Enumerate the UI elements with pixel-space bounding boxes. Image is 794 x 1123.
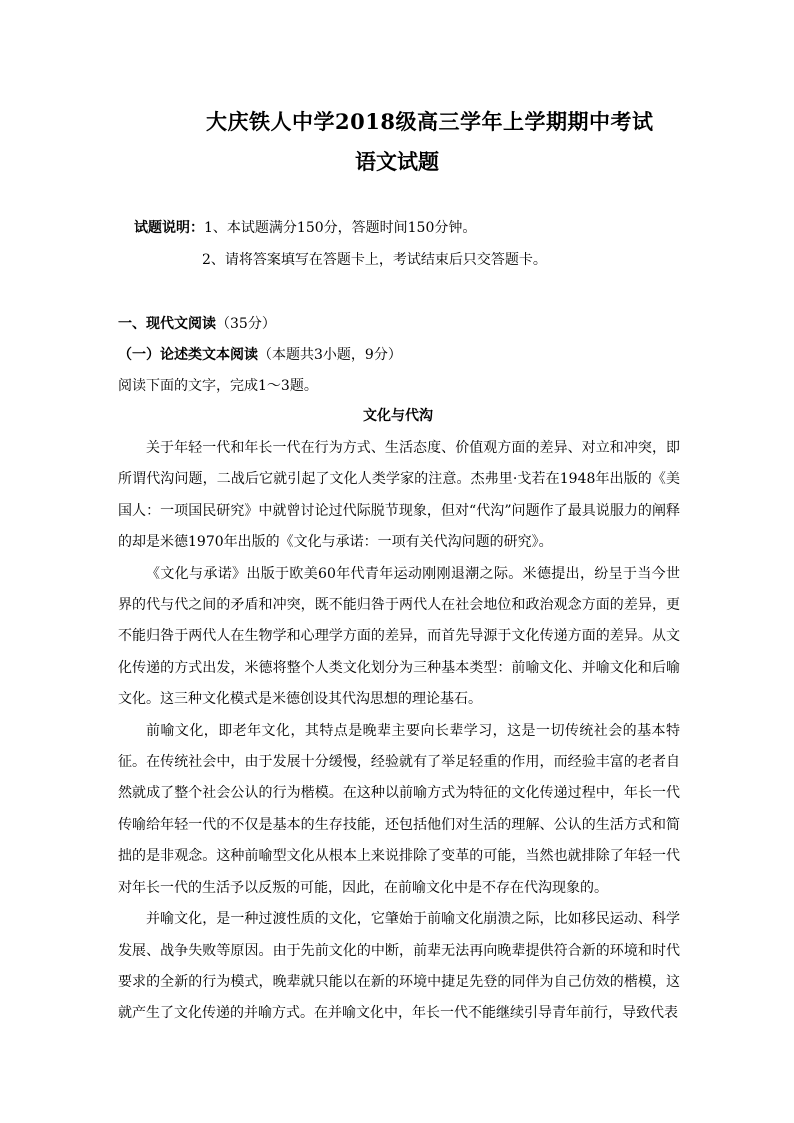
section-title: 一、现代文阅读 — [118, 316, 216, 332]
exam-subtitle: 语文试题 — [355, 149, 439, 174]
note-label: 试题说明： — [134, 220, 204, 236]
subsection-detail: （本题共3小题，9分） — [258, 347, 402, 363]
reading-instruction: 阅读下面的文字，完成1～3题。 — [118, 378, 318, 394]
note-item-1: 1、本试题满分150分，答题时间150分钟。 — [204, 220, 477, 236]
article-paragraph: 并喻文化，是一种过渡性质的文化，它肇始于前喻文化崩溃之际，比如移民运动、科学发展、战争失败等原因。由于先前文化的中断，前辈无法再向晚辈提供符合新的环境和时代要求的全新的行为模式，晚辈就只能以在新的环境中捷足先登的同伴为自己仿效的楷模，这就产生了文化传递的并喻方式。在并喻文化中，年长一代不能继续引导青年前行，导致代表 — [118, 911, 680, 1022]
article-paragraph: 关于年轻一代和年长一代在行为方式、生活态度、价值观方面的差异、对立和冲突，即所谓代沟问题，二战后它就引起了文化人类学家的注意。杰弗里·戈若在1948年出版的《美国人：一项国民研究》中就曾讨论过代际脱节现象，但对“代沟”问题作了最具说服力的阐释的却是米德1970年出版的《文化与承诺：一项有关代沟问题的研究》。 — [118, 440, 680, 551]
article-paragraph: 《文化与承诺》出版于欧美60年代青年运动刚刚退潮之际。米德提出，纷呈于当今世界的代与代之间的矛盾和冲突，既不能归咎于两代人在社会地位和政治观念方面的差异，更不能归咎于两代人在生物学和心理学方面的差异，而首先导源于文化传递方面的差异。从文化传递的方式出发，米德将整个人类文化划分为三种基本类型：前喻文化、并喻文化和后喻文化。这三种文化模式是米德创设其代沟思想的理论基石。 — [118, 565, 680, 708]
subsection-title: （一）论述类文本阅读 — [118, 347, 258, 363]
exam-title: 大庆铁人中学2018级高三学年上学期期中考试 — [206, 109, 654, 134]
article-body — [118, 433, 680, 1030]
article-title: 文化与代沟 — [363, 408, 433, 424]
subsection-heading — [118, 344, 402, 364]
note-item-2: 2、请将答案填写在答题卡上，考试结束后只交答题卡。 — [202, 252, 547, 268]
article-paragraph: 前喻文化，即老年文化，其特点是晚辈主要向长辈学习，这是一切传统社会的基本特征。在传统社会中，由于发展十分缓慢，经验就有了举足轻重的作用，而经验丰富的老者自然就成了整个社会公认的行为楷模。在这种以前喻方式为特征的文化传递过程中，年长一代传喻给年轻一代的不仅是基本的生存技能，还包括他们对生活的理解、公认的生活方式和简拙的是非观念。这种前喻型文化从根本上来说排除了变革的可能，当然也就排除了年轻一代对年长一代的生活予以反叛的可能，因此，在前喻文化中是不存在代沟现象的。 — [118, 722, 680, 896]
section-score: （35分） — [216, 316, 276, 332]
section-heading — [118, 313, 276, 333]
exam-note-1 — [134, 217, 476, 237]
